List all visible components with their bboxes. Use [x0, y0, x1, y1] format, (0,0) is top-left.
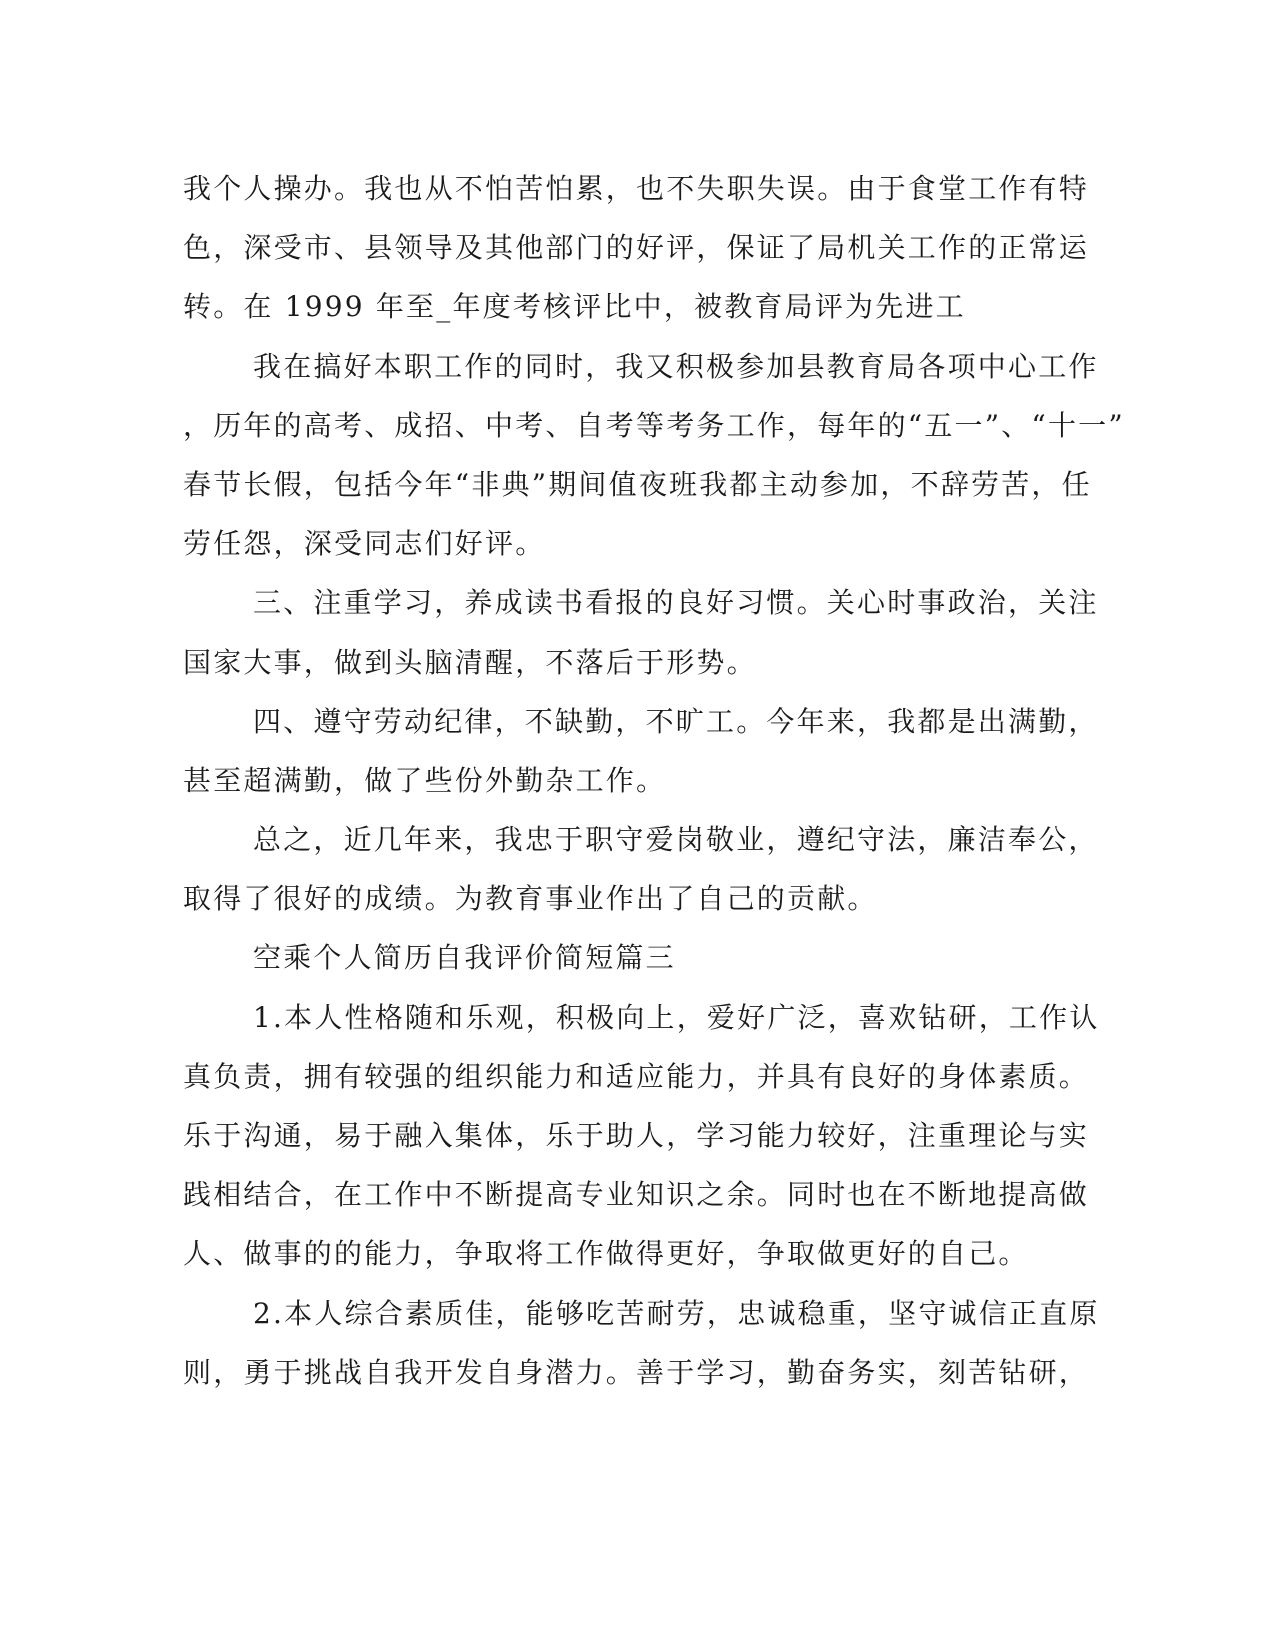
text-line: 我在搞好本职工作的同时，我又积极参加县教育局各项中心工作 [253, 349, 1099, 383]
text-line: 四、遵守劳动纪律，不缺勤，不旷工。今年来，我都是出满勤， [253, 704, 1099, 738]
text-line: 劳任怨，深受同志们好评。 [183, 527, 546, 561]
text-line: 真负责，拥有较强的组织能力和适应能力，并具有良好的身体素质。 [183, 1059, 1090, 1093]
text-line: 乐于沟通，易于融入集体，乐于助人，学习能力较好，注重理论与实 [183, 1119, 1090, 1152]
text-line: ，历年的高考、成招、中考、自考等考务工作，每年的“五一”、“十一” [183, 408, 1125, 442]
document-body [183, 159, 1125, 1402]
text-line: 2.本人综合素质佳，能够吃苦耐劳，忠诚稳重，坚守诚信正直原 [253, 1296, 1100, 1330]
text-line: 践相结合，在工作中不断提高专业知识之余。同时也在不断地提高做 [183, 1178, 1090, 1212]
text-line: 国家大事，做到头脑清醒，不落后于形势。 [183, 645, 757, 679]
text-line: 1.本人性格随和乐观，积极向上，爱好广泛，喜欢钻研，工作认 [253, 1000, 1100, 1034]
text-line: 甚至超满勤，做了些份外勤杂工作。 [183, 763, 667, 797]
text-line: 春节长假，包括今年“非典”期间值夜班我都主动参加，不辞劳苦，任 [183, 467, 1092, 501]
text-line: 色，深受市、县领导及其他部门的好评，保证了局机关工作的正常运 [183, 231, 1090, 265]
text-line: 我个人操办。我也从不怕苦怕累，也不失职失误。由于食堂工作有特 [183, 172, 1090, 205]
text-line: 则，勇于挑战自我开发自身潜力。善于学习，勤奋务实，刻苦钻研， [183, 1355, 1090, 1389]
text-line: 人、做事的的能力，争取将工作做得更好，争取做更好的自己。 [183, 1237, 1029, 1271]
text-line: 取得了很好的成绩。为教育事业作出了自己的贡献。 [183, 882, 878, 916]
section-heading: 空乘个人简历自我评价简短篇三 [253, 941, 676, 975]
text-line: 三、注重学习，养成读书看报的良好习惯。关心时事政治，关注 [253, 586, 1099, 620]
text-line: 总之，近几年来，我忠于职守爱岗敬业，遵纪守法，廉洁奉公， [253, 823, 1099, 857]
text-line: 转。在 1999 年至_年度考核评比中，被教育局评为先进工 [183, 290, 966, 324]
